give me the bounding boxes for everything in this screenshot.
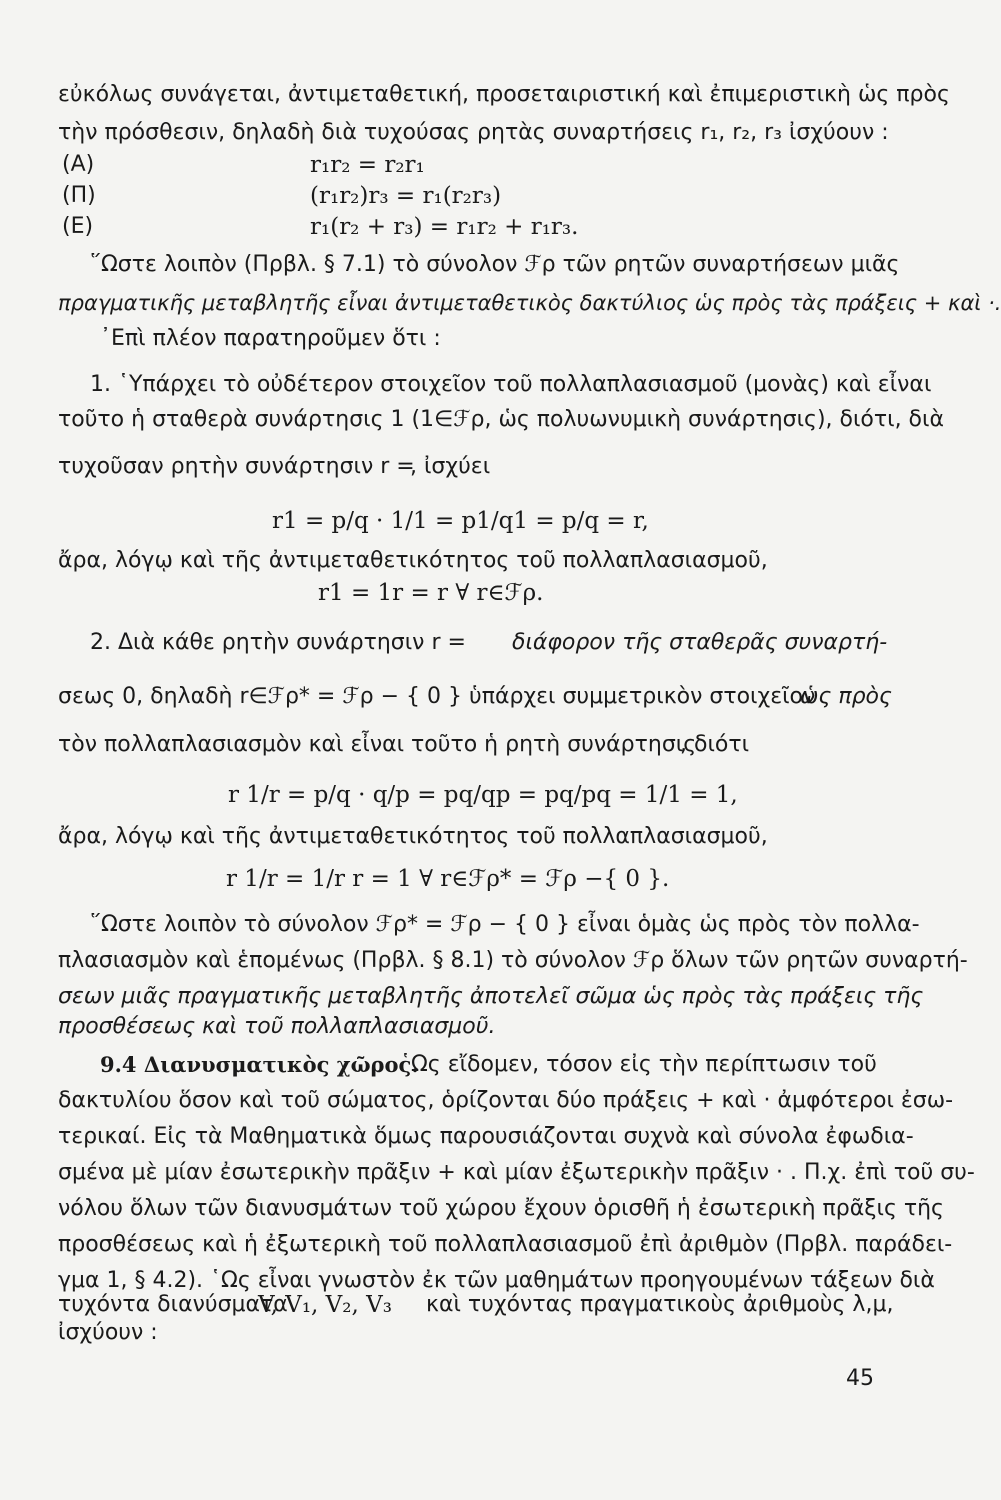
text-line: ὡς πρὸς (800, 684, 892, 709)
text-line: ᾿Επὶ πλέον παρατηροῦμεν ὅτι : (100, 326, 441, 351)
text-line: πλασιασμὸν καὶ ἑπομένως (Πρβλ. § 8.1) τὸ σύνολον ℱρ ὅλων τῶν ρητῶν συναρτή- (58, 948, 968, 973)
text-line: ἰσχύουν : (58, 1320, 158, 1345)
text-line: προσθέσεως καὶ τοῦ πολλαπλασιασμοῦ. (58, 1014, 496, 1039)
equation-unit-commute: r1 = 1r = r ∀ r∈ℱρ. (318, 580, 544, 606)
text-line: ῾Ως εἴδομεν, τόσον εἰς τὴν περίπτωσιν τοῦ (400, 1052, 877, 1077)
text-line: τὸν πολλαπλασιασμὸν καὶ εἶναι τοῦτο ἡ ρητὴ συνάρτησις (58, 732, 697, 757)
law-label-a: (Α) (62, 152, 95, 177)
text-line: ῞Ωστε λοιπὸν (Πρβλ. § 7.1) τὸ σύνολον ℱρ τῶν ρητῶν συναρτήσεων μιᾶς (90, 252, 900, 277)
text-line: νόλου ὅλων τῶν διανυσμάτων τοῦ χώρου ἔχουν ὁρισθῆ ἡ ἐσωτερικὴ πρᾶξις τῆς (58, 1196, 944, 1221)
text-line: τὴν πρόσθεσιν, δηλαδὴ διὰ τυχούσας ρητὰς συναρτήσεις r₁, r₂, r₃ ἰσχύουν : (58, 120, 889, 145)
text-line: ἄρα, λόγῳ καὶ τῆς ἀντιμεταθετικότητος τοῦ πολλαπλασιασμοῦ, (58, 824, 768, 849)
text-line: προσθέσεως καὶ ἡ ἐξωτερικὴ τοῦ πολλαπλασιασμοῦ ἐπὶ ἀριθμὸν (Πρβλ. παράδει- (58, 1232, 953, 1257)
text-line: σεως 0, δηλαδὴ r∈ℱρ* = ℱρ − { 0 } ὑπάρχει συμμετρικὸν στοιχεῖον (58, 684, 816, 709)
text-line: , ἰσχύει (410, 454, 491, 479)
equation-inverse-commute: r 1/r = 1/r r = 1 ∀ r∈ℱρ* = ℱρ −{ 0 }. (226, 866, 670, 892)
equation-inverse: r 1/r = p/q · q/p = pq/qp = pq/pq = 1/1 = 1, (228, 782, 738, 808)
law-label-e: (Ε) (62, 214, 94, 239)
text-line: σεων μιᾶς πραγματικῆς μεταβλητῆς ἀποτελεῖ σῶμα ὡς πρὸς τὰς πράξεις τῆς (58, 984, 924, 1009)
vector-list: V, V₁, V₂, V₃ (258, 1292, 392, 1318)
text-line: καὶ τυχόντας πραγματικοὺς ἀριθμοὺς λ,μ, (426, 1292, 894, 1317)
law-formula-a: r₁r₂ = r₂r₁ (310, 152, 425, 178)
text-line: γμα 1, § 4.2). ῾Ως εἶναι γνωστὸν ἐκ τῶν μαθημάτων προηγουμένων τάξεων διὰ (58, 1268, 935, 1293)
text-line: ῞Ωστε λοιπὸν τὸ σύνολον ℱρ* = ℱρ − { 0 } εἶναι ὁμὰς ὡς πρὸς τὸν πολλα- (90, 912, 920, 937)
section-heading: 9.4 Διανυσματικὸς χῶρος. (100, 1052, 419, 1077)
text-line: 1. ῾Υπάρχει τὸ οὐδέτερον στοιχεῖον τοῦ πολλαπλασιασμοῦ (μονὰς) καὶ εἶναι (90, 372, 932, 397)
text-line: ἄρα, λόγῳ καὶ τῆς ἀντιμεταθετικότητος τοῦ πολλαπλασιασμοῦ, (58, 548, 768, 573)
law-label-p: (Π) (62, 183, 96, 208)
text-line: 2. Διὰ κάθε ρητὴν συνάρτησιν r = (90, 630, 466, 655)
page-number: 45 (846, 1366, 874, 1391)
law-formula-p: (r₁r₂)r₃ = r₁(r₂r₃) (310, 183, 502, 209)
text-line: δακτυλίου ὅσον καὶ τοῦ σώματος, ὁρίζονται δύο πράξεις + καὶ · ἀμφότεροι ἐσω- (58, 1088, 954, 1113)
text-line: εὐκόλως συνάγεται, ἀντιμεταθετική, προσεταιριστική καὶ ἐπιμεριστικὴ ὡς πρὸς (58, 82, 950, 107)
text-line: σμένα μὲ μίαν ἐσωτερικὴν πρᾶξιν + καὶ μίαν ἐξωτερικὴν πρᾶξιν · . Π.χ. ἐπὶ τοῦ συ- (58, 1160, 975, 1185)
equation-unit: r1 = p/q · 1/1 = p1/q1 = p/q = r, (272, 508, 649, 534)
text-line: τοῦτο ἡ σταθερὰ συνάρτησις 1 (1∈ℱρ, ὡς πολυωνυμικὴ συνάρτησις), διότι, διὰ (58, 407, 944, 432)
text-line: τυχόντα διανύσματα (58, 1292, 288, 1317)
text-line: τυχοῦσαν ρητὴν συνάρτησιν r = (58, 454, 415, 479)
text-line: , διότι (680, 732, 750, 757)
text-line: διάφορον τῆς σταθερᾶς συναρτή- (512, 630, 888, 655)
text-line: πραγματικῆς μεταβλητῆς εἶναι ἀντιμεταθετικὸς δακτύλιος ὡς πρὸς τὰς πράξεις + καὶ ·. (58, 291, 1001, 315)
law-formula-e: r₁(r₂ + r₃) = r₁r₂ + r₁r₃. (310, 214, 579, 240)
text-line: τερικαί. Εἰς τὰ Μαθηματικὰ ὅμως παρουσιάζονται συχνὰ καὶ σύνολα ἐφωδια- (58, 1124, 914, 1149)
